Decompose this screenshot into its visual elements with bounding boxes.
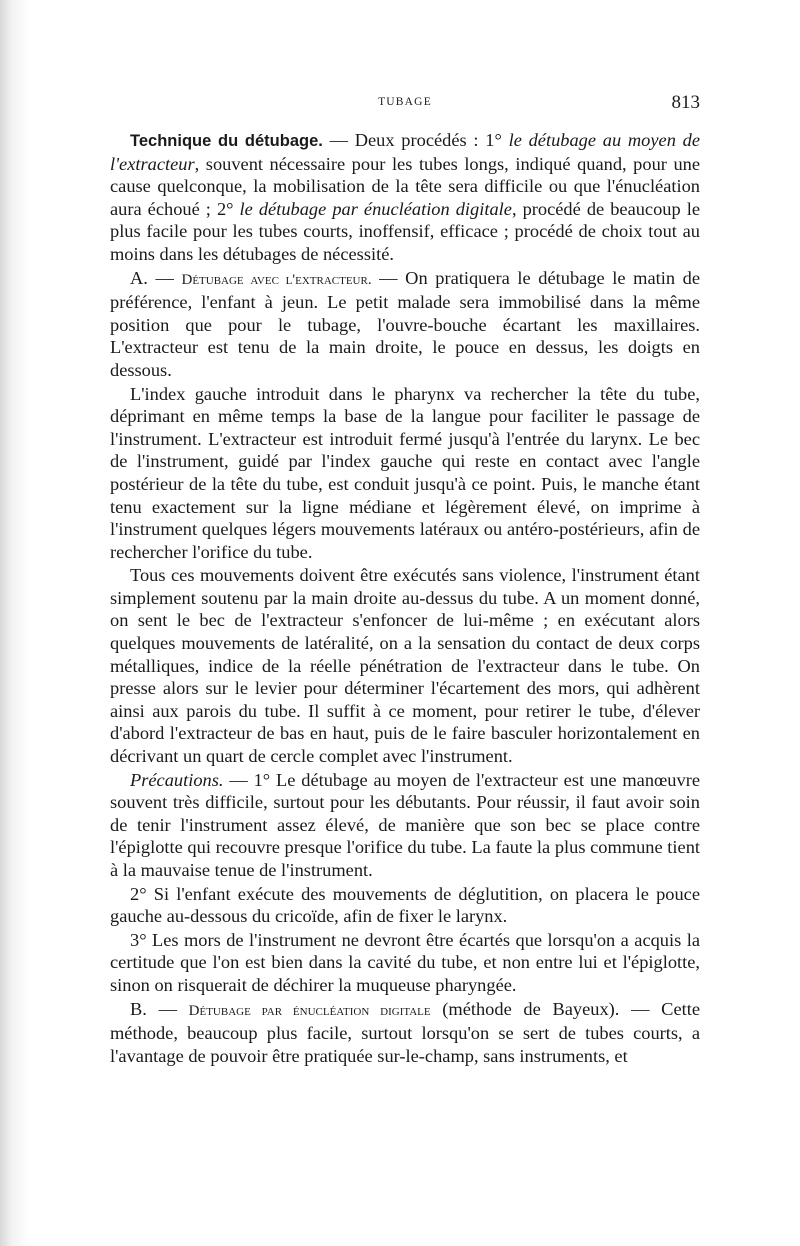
paragraph-mouvements: Tous ces mouvements doivent être exécutés sans violence, l'instrument étant simplement soutenu par la main droite au-dessus du tube. A un moment donné, on sent le bec de l'extracteur s'enfoncer de lui-même ; en exécutant alors quelques mouvements de latéralité, on a la sensation du contact de deux corps métalliques, indice de la réelle pénétration de l'extracteur dans le tube. On presse alors sur le levier pour déterminer l'écartement des mors, qui adhèrent ainsi aux parois du tube. Il suffit à ce moment, pour retirer le tube, d'élever d'abord l'extracteur de bas en haut, puis de le faire basculer horizontalement en décrivant un quart de cercle complet avec l'instrument. [110,565,700,767]
italic-label: Précautions. [130,769,224,790]
page-body [110,129,700,1068]
paragraph-index-gauche: L'index gauche introduit dans le pharynx va rechercher la tête du tube, déprimant en même temps la base de la langue pour faciliter le passage de l'instrument. L'extracteur est introduit fermé jusqu'à l'entrée du larynx. Le bec de l'instrument, guidé par l'index gauche qui reste en contact avec l'angle postérieur de la tête du tube, est conduit jusqu'à ce point. Puis, le manche étant tenu exactement sur la ligne médiane et légèrement élevé, on imprime à l'instrument quelques légers mouvements latéraux ou antéro-postérieurs, afin de rechercher l'orifice du tube. [110,383,700,562]
text-run: — Deux procédés : 1° [322,130,509,150]
subsection-heading: Détubage avec l'extracteur. [181,271,372,288]
section-title: Technique du détubage. [130,132,323,150]
paragraph-extracteur [110,267,700,382]
page-header [110,94,700,116]
text-run: (méthode de Bayeux). — Cette méthode, beaucoup plus facile, surtout lorsqu'on se sert de tubes courts, a l'avantage de pouvoir être pratiquée sur-le-champ, sans instruments, et [110,998,700,1066]
page-number: 813 [671,92,700,113]
paragraph-deglutition: 2° Si l'enfant exécute des mouvements de déglutition, on placera le pouce gauche au-dessous du cricoïde, afin de fixer le larynx. [110,883,700,927]
paragraph-mors: 3° Les mors de l'instrument ne devront être écartés que lorsqu'on a acquis la certitude que l'on est bien dans la cavité du tube, et non entre lui et l'épiglotte, sinon on risquerait de déchirer la muqueuse pharyngée. [110,929,700,995]
italic-run: le détubage par énucléation digitale [239,198,512,219]
paragraph-precautions [110,769,700,882]
text-run: , souvent nécessaire pour les tubes longs, indiqué quand, pour une cause quelconque, la mobilisation de la tête sera difficile ou que l'énucléation aura échoué ; 2° [110,153,700,219]
italic-run: le détubage au moyen de l'extracteur [110,130,700,174]
text-run: — 1° Le détubage au moyen de l'extracteur est une manœuvre souvent très difficile, surtout pour les débutants. Pour réussir, il faut avoir soin de tenir l'instrument assez élevé, de manière que son bec se place contre l'épiglotte qui recouvre presque l'orifice du tube. La faute la plus commune tient à la mauvaise tenue de l'instrument. [110,769,700,880]
paragraph-technique [110,129,700,266]
subsection-heading: Détubage par énucléation digitale [188,1002,431,1019]
running-head: TUBAGE [378,96,432,108]
text-run: A. — [130,267,182,288]
text-run: B. — [130,998,189,1019]
text-run: — On pratiquera le détubage le matin de préférence, l'enfant à jeun. Le petit malade sera immobilisé dans la même position que pour le tubage, l'ouvre-bouche écartant les maxillaires. L'extracteur est tenu de la main droite, le pouce en dessus, les doigts en dessous. [110,267,700,380]
paragraph-enucleation [110,998,700,1068]
text-run: , procédé de beaucoup le plus facile pour les tubes courts, inoffensif, efficace ; procédé de choix tout au moins dans les détubages de nécessité. [110,198,700,264]
